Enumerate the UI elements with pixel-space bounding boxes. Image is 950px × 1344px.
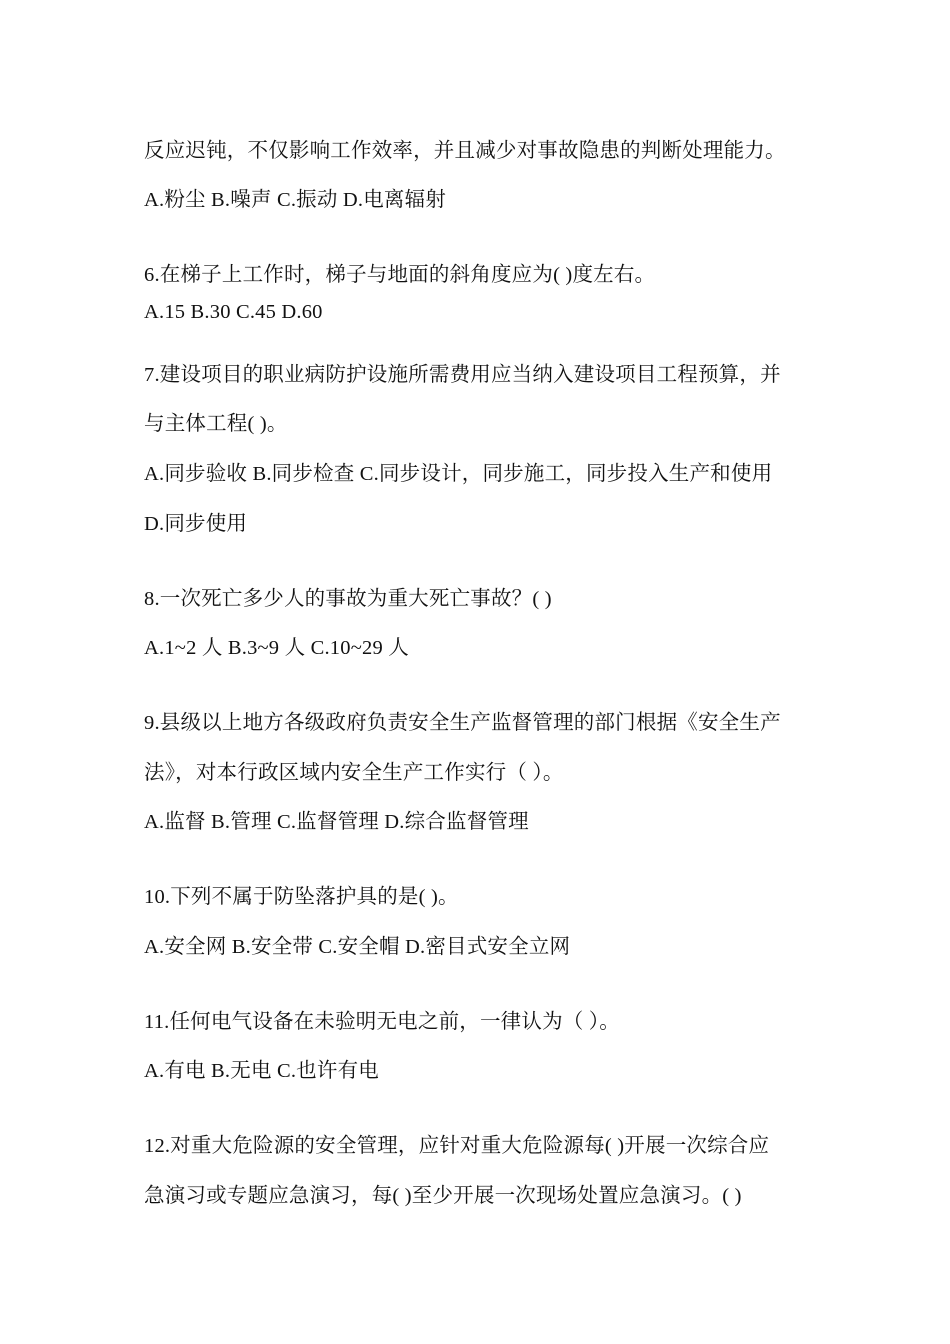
q7-stem-line-2: 与主体工程( )。 [144,413,288,435]
q12-stem-line-2: 急演习或专题应急演习，每( )至少开展一次现场处置应急演习。( ) [144,1185,742,1207]
q9-stem-line-1: 9.县级以上地方各级政府负责安全生产监督管理的部门根据《安全生产 [144,712,781,734]
q7-stem-line-1: 7.建设项目的职业病防护设施所需费用应当纳入建设项目工程预算，并 [144,364,781,386]
q5-options: A.粉尘 B.噪声 C.振动 D.电离辐射 [144,189,447,211]
q10-options: A.安全网 B.安全带 C.安全帽 D.密目式安全立网 [144,936,571,958]
q8-stem: 8.一次死亡多少人的事故为重大死亡事故？( ) [144,588,552,610]
q11-options: A.有电 B.无电 C.也许有电 [144,1060,379,1082]
q9-options: A.监督 B.管理 C.监督管理 D.综合监督管理 [144,811,529,833]
q6-stem: 6.在梯子上工作时，梯子与地面的斜角度应为( )度左右。 [144,264,656,286]
q6-options: A.15 B.30 C.45 D.60 [144,301,323,323]
q10-stem: 10.下列不属于防坠落护具的是( )。 [144,886,459,908]
q8-options: A.1~2 人 B.3~9 人 C.10~29 人 [144,637,409,659]
q7-options-line-1: A.同步验收 B.同步检查 C.同步设计，同步施工，同步投入生产和使用 [144,463,773,485]
q7-options-line-2: D.同步使用 [144,513,248,535]
q5-stem-line-2: 反应迟钝，不仅影响工作效率，并且减少对事故隐患的判断处理能力。 [144,140,786,162]
q9-stem-line-2: 法》，对本行政区域内安全生产工作实行（ ）。 [144,762,564,784]
q11-stem: 11.任何电气设备在未验明无电之前，一律认为（ ）。 [144,1011,620,1033]
q12-stem-line-1: 12.对重大危险源的安全管理，应针对重大危险源每( )开展一次综合应 [144,1135,770,1157]
